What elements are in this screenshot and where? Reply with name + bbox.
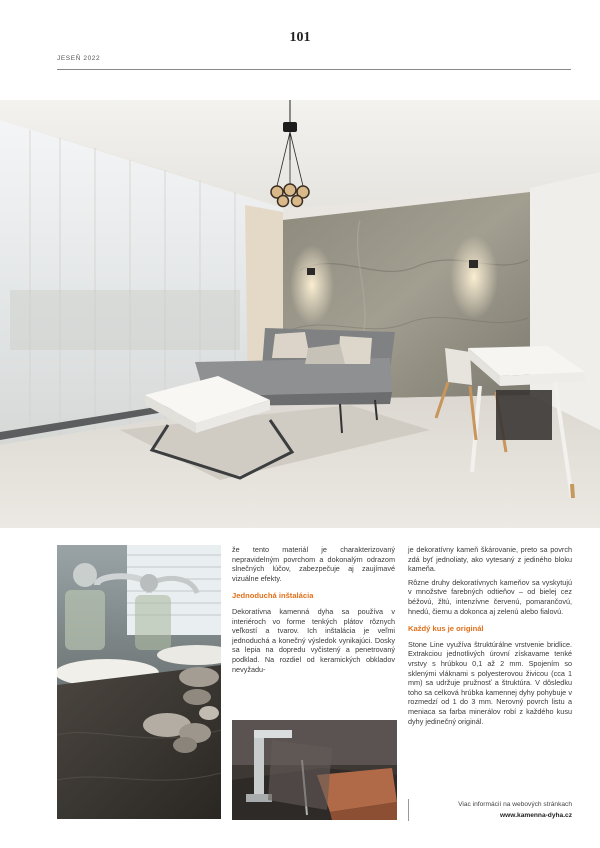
header-divider (57, 69, 571, 70)
subheading-installation: Jednoduchá inštalácia (232, 591, 314, 601)
paragraph: Dekoratívna kamenná dyha sa používa v interiéroch vo forme tenkých plátov rôznych veľkostí a tvarov. Ich inštalácia je veľmi jednoduchá a konečný výsledok vynikajúci. Dosky sa lepia na dopredu vyčistený a penetrovaný podklad. Na rozdiel od keramických obkladov nevyžadu- (232, 606, 395, 674)
hero-photo (0, 100, 600, 528)
page-number: 101 (289, 30, 311, 45)
stone-basin-photo (232, 720, 397, 820)
paragraph: Stone Line využíva štruktúrálne vrstvenie bridlice. Extrakciou jednotlivých úrovní získavame tenké vrstvy s hrúbkou 0,1 až 2 mm. Spojením so sklenými vláknami s polyesterovou živicou (cca 1 mm) sa udržuje pružnosť a štruktúra. V dôsledku toho sa celková hrúbka kamennej dyhy pohybuje v rozmedzí od 1 do 3 mm. Nerovný povrch listu a meniaca sa farba minerálov robí z každého kusu dyhy jedinečný originál. (408, 639, 572, 726)
footer-info (412, 799, 572, 821)
website-link[interactable]: www.kamenna-dyha.cz (500, 812, 572, 819)
bathroom-photo (57, 545, 221, 819)
subheading-original: Každý kus je originál (408, 624, 484, 634)
text-column-2 (408, 545, 572, 726)
paragraph: je dekoratívny kameň škárovanie, preto sa povrch zdá byť jednoliaty, ako vytesaný z jediného bloku kameňa. (408, 545, 572, 574)
issue-label: JESEŇ 2022 (57, 55, 101, 62)
more-info-label: Viac informácií na webových stránkach (458, 801, 572, 808)
footer-divider (408, 799, 409, 821)
paragraph: že tento materiál je charakterizovaný nepravidelným povrchom a dokonalým odrazom slnečných lúčov, zabezpečuje aj zaujímavé vizuálne efekty. (232, 545, 395, 583)
text-column-1 (232, 545, 395, 674)
paragraph: Rôzne druhy dekoratívnych kameňov sa vyskytujú v množstve farebných odtieňov – od bielej cez béžovú, žltú, intenzívne červenú, pomarančovú, hnedú, čiernu a dokonca aj zelenú alebo fialovú. (408, 577, 572, 616)
